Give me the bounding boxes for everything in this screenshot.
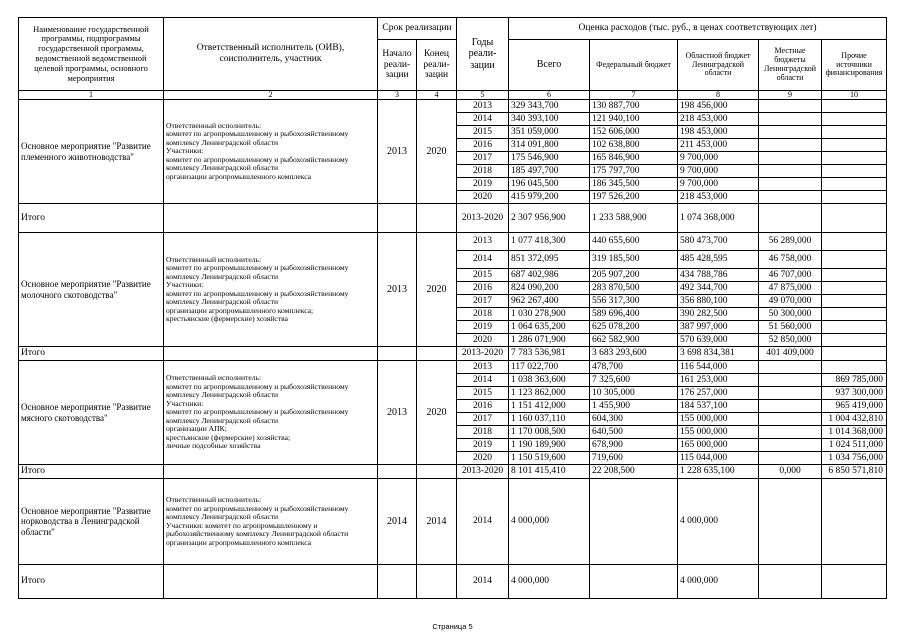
federal-cell: 640,500 [590,426,678,439]
year-cell: 2020 [457,191,509,204]
total-label: Итого [19,465,164,479]
total-regional: 4 000,000 [678,565,759,599]
year-cell: 2018 [457,308,509,321]
federal-cell: 604,300 [590,413,678,426]
header-years: Годы реали-зации [457,18,509,91]
total-row [19,204,887,233]
end-year: 2020 [417,233,457,347]
regional-cell: 356 880,100 [678,295,759,308]
other-cell [822,251,887,269]
total-cell: 1 150 519,600 [509,452,590,465]
column-number: 5 [457,91,509,100]
federal-cell: 719,600 [590,452,678,465]
other-cell [822,361,887,374]
responsible-executor: Ответственный исполнитель: комитет по агропромышленному и рыбохозяйственному комплексу Ленинградской области Участники: комитет по агропромышленному и рыбохозяйственному комплексу Ленинградской области организации агропромышленного комплекса; крестьянские (фермерские) хозяйства [164,233,378,347]
federal-cell: 102 638,800 [590,139,678,152]
total-cell: 185 497,700 [509,165,590,178]
header-name: Наименование государственной программы, подпрограммы государственной программы, ведомственной ведомственной целевой программы, основного мероприятия [19,18,164,91]
header-local: Местные бюджеты Ленинградской области [759,40,822,91]
local-cell: 47 875,000 [759,282,822,295]
total-empty [417,565,457,599]
total-label: Итого [19,204,164,233]
total-empty [164,347,378,361]
total-row [19,347,887,361]
regional-cell: 198 456,000 [678,100,759,113]
column-number: 9 [759,91,822,100]
column-number-row [19,91,887,100]
local-cell [759,178,822,191]
other-cell [822,191,887,204]
other-cell: 1 004 432,810 [822,413,887,426]
total-other [822,565,887,599]
local-cell [759,191,822,204]
federal-cell: 440 655,600 [590,233,678,251]
year-cell: 2019 [457,439,509,452]
year-cell: 2014 [457,113,509,126]
measure-name: Основное мероприятие "Развитие мясного скотоводства" [19,361,164,465]
local-cell: 49 070,000 [759,295,822,308]
other-cell: 965 419,000 [822,400,887,413]
other-cell [822,233,887,251]
local-cell [759,439,822,452]
column-number: 1 [19,91,164,100]
other-cell: 1 014 368,000 [822,426,887,439]
local-cell [759,387,822,400]
local-cell [759,400,822,413]
local-cell [759,479,822,565]
year-cell: 2018 [457,426,509,439]
total-federal: 3 683 293,600 [590,347,678,361]
column-number: 6 [509,91,590,100]
local-cell: 50 300,000 [759,308,822,321]
year-cell: 2013 [457,233,509,251]
total-empty [378,347,417,361]
header-regional: Областной бюджет Ленинградской области [678,40,759,91]
regional-cell: 4 000,000 [678,479,759,565]
total-cell: 962 267,400 [509,295,590,308]
total-cell: 117 022,700 [509,361,590,374]
federal-cell: 175 797,700 [590,165,678,178]
end-year: 2014 [417,479,457,565]
total-cell: 1 077 418,300 [509,233,590,251]
total-sum: 8 101 415,410 [509,465,590,479]
column-number: 10 [822,91,887,100]
total-cell: 1 064 635,200 [509,321,590,334]
column-number: 7 [590,91,678,100]
total-empty [417,347,457,361]
start-year: 2013 [378,100,417,204]
measure-name: Основное мероприятие "Развитие молочного скотоводства" [19,233,164,347]
year-cell: 2014 [457,374,509,387]
total-cell: 1 160 037,110 [509,413,590,426]
year-cell: 2018 [457,165,509,178]
federal-cell: 625 078,200 [590,321,678,334]
total-cell: 340 393,100 [509,113,590,126]
column-number: 2 [164,91,378,100]
year-cell: 2013 [457,361,509,374]
other-cell [822,126,887,139]
total-cell: 1 286 071,900 [509,334,590,347]
column-number: 3 [378,91,417,100]
local-cell [759,374,822,387]
total-federal: 1 233 588,900 [590,204,678,233]
regional-cell: 155 000,000 [678,413,759,426]
federal-cell: 10 305,000 [590,387,678,400]
regional-cell: 116 544,000 [678,361,759,374]
year-cell: 2017 [457,413,509,426]
table-row [19,233,887,251]
federal-cell: 186 345,500 [590,178,678,191]
header-executor: Ответственный исполнитель (ОИВ), соисполнитель, участник [164,18,378,91]
local-cell [759,361,822,374]
federal-cell: 205 907,200 [590,269,678,282]
total-year: 2013-2020 [457,204,509,233]
table-row [19,361,887,374]
regional-cell: 218 453,000 [678,191,759,204]
local-cell: 46 758,000 [759,251,822,269]
other-cell [822,152,887,165]
federal-cell: 662 582,900 [590,334,678,347]
total-regional: 3 698 834,381 [678,347,759,361]
total-year: 2014 [457,565,509,599]
local-cell [759,413,822,426]
header-start: Начало реали-зации [378,40,417,91]
total-regional: 1 228 635,100 [678,465,759,479]
local-cell: 56 289,000 [759,233,822,251]
total-cell: 351 059,000 [509,126,590,139]
end-year: 2020 [417,100,457,204]
other-cell [822,269,887,282]
column-number: 8 [678,91,759,100]
regional-cell: 211 453,000 [678,139,759,152]
federal-cell: 678,900 [590,439,678,452]
local-cell [759,165,822,178]
header-end: Конец реали-зации [417,40,457,91]
regional-cell: 115 044,000 [678,452,759,465]
total-cell: 687 402,986 [509,269,590,282]
local-cell: 52 850,000 [759,334,822,347]
regional-cell: 176 257,000 [678,387,759,400]
total-empty [164,465,378,479]
year-cell: 2014 [457,479,509,565]
regional-cell: 155 000,000 [678,426,759,439]
regional-cell: 580 473,700 [678,233,759,251]
responsible-executor: Ответственный исполнитель: комитет по агропромышленному и рыбохозяйственному комплексу Ленинградской области Участники: комитет по агропромышленному и рыбохозяйственному комплексу Ленинградской области организации агропромышленного комплекса [164,100,378,204]
year-cell: 2019 [457,321,509,334]
page-number: Страница 5 [432,622,473,631]
regional-cell: 9 700,000 [678,165,759,178]
regional-cell: 387 997,000 [678,321,759,334]
total-sum: 4 000,000 [509,565,590,599]
header-total: Всего [509,40,590,91]
budget-table [18,17,887,599]
other-cell [822,308,887,321]
federal-cell: 121 940,100 [590,113,678,126]
total-empty [164,204,378,233]
total-label: Итого [19,347,164,361]
regional-cell: 570 639,000 [678,334,759,347]
regional-cell: 9 700,000 [678,152,759,165]
total-regional: 1 074 368,000 [678,204,759,233]
regional-cell: 492 344,700 [678,282,759,295]
year-cell: 2016 [457,282,509,295]
total-empty [417,204,457,233]
year-cell: 2014 [457,251,509,269]
regional-cell: 184 537,100 [678,400,759,413]
federal-cell [590,479,678,565]
other-cell: 1 024 511,000 [822,439,887,452]
year-cell: 2015 [457,126,509,139]
table-row [19,100,887,113]
other-cell [822,139,887,152]
federal-cell: 1 455,900 [590,400,678,413]
other-cell [822,321,887,334]
regional-cell: 485 428,595 [678,251,759,269]
total-cell: 4 000,000 [509,479,590,565]
year-cell: 2016 [457,139,509,152]
local-cell [759,126,822,139]
year-cell: 2020 [457,452,509,465]
year-cell: 2016 [457,400,509,413]
end-year: 2020 [417,361,457,465]
total-empty [378,204,417,233]
total-row [19,465,887,479]
total-cell: 1 030 278,900 [509,308,590,321]
year-cell: 2017 [457,152,509,165]
table-body [19,100,887,599]
federal-cell: 197 526,200 [590,191,678,204]
total-cell: 196 045,500 [509,178,590,191]
year-cell: 2017 [457,295,509,308]
header-federal: Федеральный бюджет [590,40,678,91]
regional-cell: 218 453,000 [678,113,759,126]
responsible-executor: Ответственный исполнитель: комитет по агропромышленному и рыбохозяйственному комплексу Ленинградской области Участники: комитет по агропромышленному и рыбохозяйственному комплексу Ленинградской области организации агропромышленного комплекса [164,479,378,565]
other-cell: 937 300,000 [822,387,887,400]
total-local: 0,000 [759,465,822,479]
total-cell: 1 123 862,000 [509,387,590,400]
total-federal [590,565,678,599]
column-number: 4 [417,91,457,100]
other-cell [822,178,887,191]
total-empty [417,465,457,479]
total-local: 401 409,000 [759,347,822,361]
total-cell: 824 090,200 [509,282,590,295]
year-cell: 2020 [457,334,509,347]
other-cell [822,100,887,113]
local-cell [759,100,822,113]
federal-cell: 478,700 [590,361,678,374]
other-cell [822,295,887,308]
federal-cell: 556 317,300 [590,295,678,308]
regional-cell: 434 788,786 [678,269,759,282]
local-cell: 46 707,000 [759,269,822,282]
federal-cell: 7 325,600 [590,374,678,387]
header-period: Срок реализации [378,18,457,40]
measure-name: Основное мероприятие "Развитие норководства в Ленинградской области" [19,479,164,565]
other-cell [822,113,887,126]
total-cell: 415 979,200 [509,191,590,204]
total-federal: 22 208,500 [590,465,678,479]
regional-cell: 161 253,000 [678,374,759,387]
total-cell: 851 372,095 [509,251,590,269]
year-cell: 2013 [457,100,509,113]
total-cell: 1 038 363,600 [509,374,590,387]
total-cell: 329 343,700 [509,100,590,113]
total-other: 6 850 571,810 [822,465,887,479]
total-cell: 175 546,900 [509,152,590,165]
regional-cell: 198 453,000 [678,126,759,139]
total-year: 2013-2020 [457,465,509,479]
total-cell: 1 170 008,500 [509,426,590,439]
responsible-executor: Ответственный исполнитель: комитет по агропромышленному и рыбохозяйственному комплексу Ленинградской области Участники: комитет по агропромышленному и рыбохозяйственному комплексу Ленинградской области организации АПК; крестьянские (фермерские) хозяйства; личные подсобные хозяйства [164,361,378,465]
start-year: 2014 [378,479,417,565]
header-other: Прочие источники финансирования [822,40,887,91]
total-empty [378,465,417,479]
table-row [19,479,887,565]
total-cell: 1 190 189,900 [509,439,590,452]
federal-cell: 319 185,500 [590,251,678,269]
total-row [19,565,887,599]
header-costs: Оценка расходов (тыс. руб., в ценах соответствующих лет) [509,18,887,40]
other-cell [822,165,887,178]
federal-cell: 283 870,500 [590,282,678,295]
local-cell: 51 560,000 [759,321,822,334]
regional-cell: 165 000,000 [678,439,759,452]
year-cell: 2015 [457,269,509,282]
other-cell: 869 785,000 [822,374,887,387]
total-other [822,204,887,233]
total-other [822,347,887,361]
total-sum: 7 783 536,981 [509,347,590,361]
local-cell [759,113,822,126]
other-cell: 1 034 756,000 [822,452,887,465]
federal-cell: 152 606,000 [590,126,678,139]
total-cell: 314 091,800 [509,139,590,152]
federal-cell: 130 887,700 [590,100,678,113]
local-cell [759,139,822,152]
total-label: Итого [19,565,164,599]
total-cell: 1 151 412,000 [509,400,590,413]
federal-cell: 589 696,400 [590,308,678,321]
other-cell [822,479,887,565]
start-year: 2013 [378,233,417,347]
other-cell [822,334,887,347]
total-local [759,565,822,599]
total-empty [378,565,417,599]
measure-name: Основное мероприятие "Развитие племенного животноводства" [19,100,164,204]
other-cell [822,282,887,295]
total-sum: 2 307 956,900 [509,204,590,233]
federal-cell: 165 846,900 [590,152,678,165]
total-local [759,204,822,233]
local-cell [759,452,822,465]
local-cell [759,426,822,439]
year-cell: 2019 [457,178,509,191]
local-cell [759,152,822,165]
total-year: 2013-2020 [457,347,509,361]
year-cell: 2015 [457,387,509,400]
start-year: 2013 [378,361,417,465]
total-empty [164,565,378,599]
regional-cell: 9 700,000 [678,178,759,191]
regional-cell: 390 282,500 [678,308,759,321]
